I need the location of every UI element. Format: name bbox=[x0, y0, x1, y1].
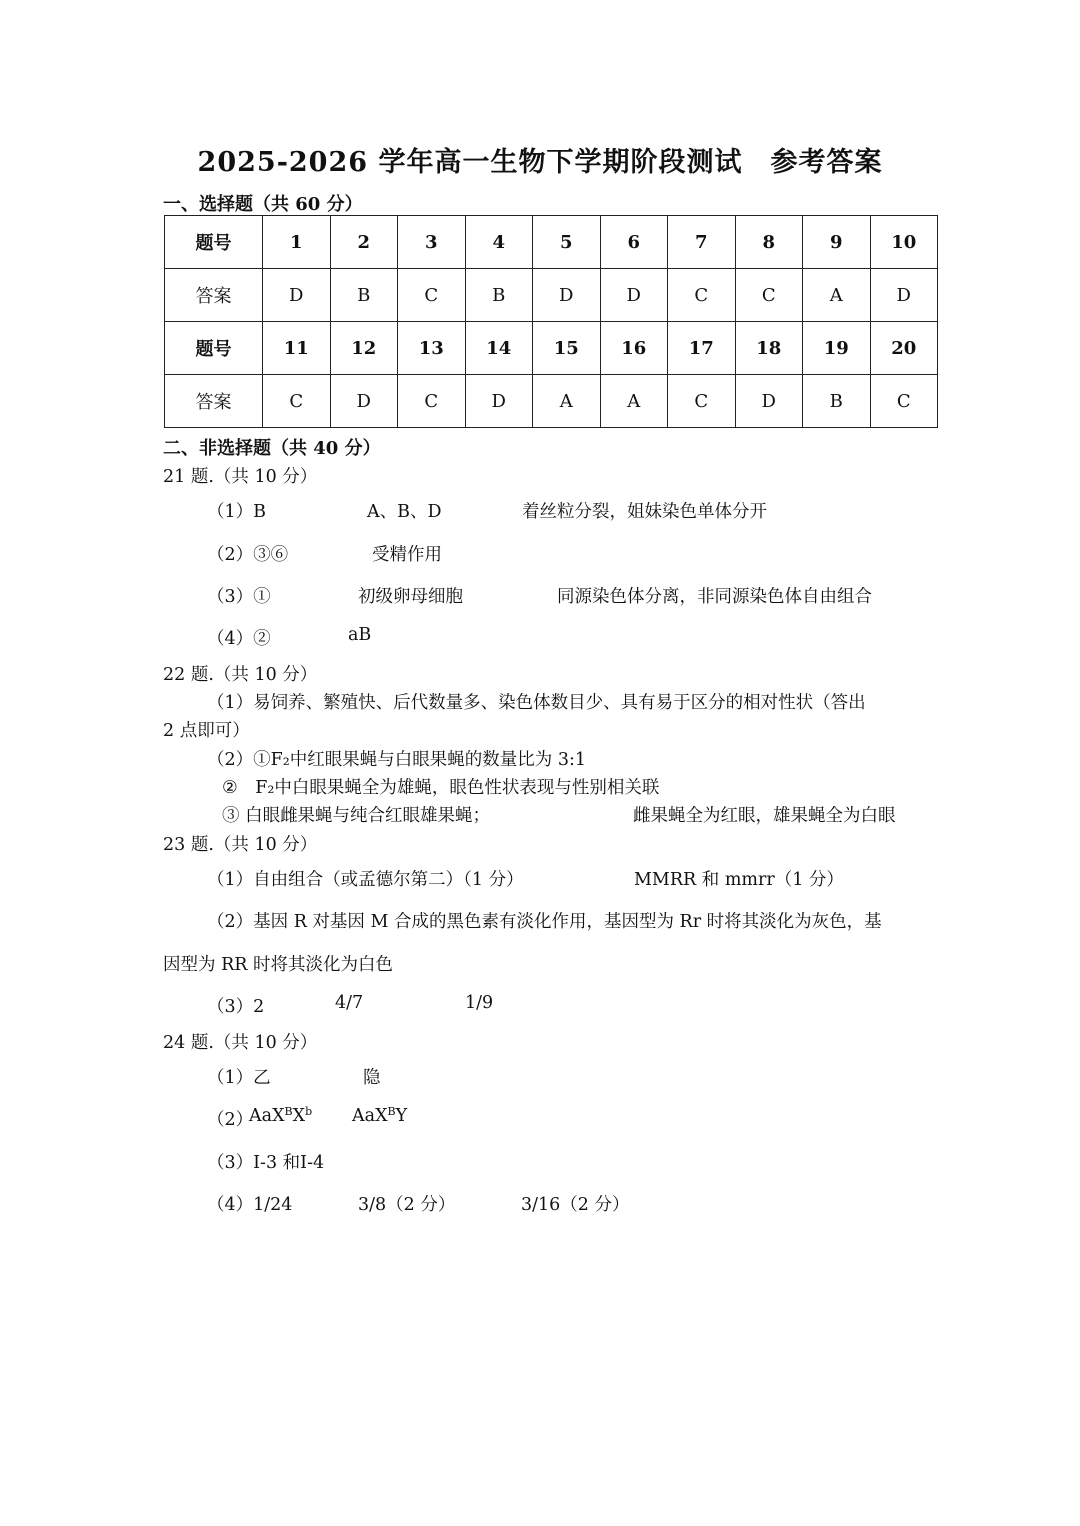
row-label-number: 题号 bbox=[165, 322, 263, 375]
q24-part1-label: （1）乙 bbox=[207, 1068, 271, 1088]
q21-part2-label: （2）③⑥ bbox=[207, 545, 289, 565]
question-number-cell: 14 bbox=[465, 322, 533, 375]
section-heading-choice: 一、选择题（共 60 分） bbox=[163, 194, 363, 215]
answer-cell: D bbox=[465, 375, 533, 428]
question-number-cell: 1 bbox=[263, 216, 331, 269]
q23-part3-answer-a: 4/7 bbox=[335, 993, 364, 1013]
genotype-mid: Y bbox=[395, 1106, 408, 1126]
question-21-heading: 21 题.（共 10 分） bbox=[163, 467, 318, 487]
question-number-cell: 18 bbox=[735, 322, 803, 375]
genotype-superscript: b bbox=[305, 1105, 313, 1118]
answer-cell: C bbox=[735, 269, 803, 322]
row-label-number: 题号 bbox=[165, 216, 263, 269]
answer-cell: B bbox=[465, 269, 533, 322]
answer-cell: A bbox=[533, 375, 601, 428]
q21-part1-label: （1）B bbox=[207, 502, 266, 522]
answer-cell: A bbox=[803, 269, 871, 322]
question-23-heading: 23 题.（共 10 分） bbox=[163, 835, 318, 855]
question-number-cell: 6 bbox=[600, 216, 668, 269]
question-number-cell: 5 bbox=[533, 216, 601, 269]
q21-part1-answer-b: 着丝粒分裂，姐妹染色单体分开 bbox=[522, 502, 767, 522]
answer-cell: C bbox=[668, 375, 736, 428]
q24-part2-label: （2） bbox=[207, 1110, 254, 1130]
q24-part3: （3）I-3 和I-4 bbox=[207, 1153, 325, 1173]
question-number-cell: 19 bbox=[803, 322, 871, 375]
q21-part3-label: （3）① bbox=[207, 587, 271, 607]
answer-cell: D bbox=[600, 269, 668, 322]
table-row-numbers-2 bbox=[165, 322, 938, 375]
q23-part2-line2: 因型为 RR 时将其淡化为白色 bbox=[163, 955, 393, 975]
question-number-cell: 10 bbox=[870, 216, 938, 269]
question-number-cell: 12 bbox=[330, 322, 398, 375]
q24-part2-genotype-2 bbox=[352, 1106, 407, 1126]
answer-cell: D bbox=[330, 375, 398, 428]
q22-part2-2: ② F₂中白眼果蝇全为雄蝇，眼色性状表现与性别相关联 bbox=[222, 778, 660, 798]
question-number-cell: 15 bbox=[533, 322, 601, 375]
q22-part2-3a: ③ 白眼雌果蝇与纯合红眼雄果蝇； bbox=[222, 806, 491, 826]
q21-part2-answer-a: 受精作用 bbox=[372, 545, 442, 565]
question-22-heading: 22 题.（共 10 分） bbox=[163, 665, 318, 685]
row-label-answer: 答案 bbox=[165, 375, 263, 428]
row-label-answer: 答案 bbox=[165, 269, 263, 322]
genotype-superscript: B bbox=[387, 1105, 396, 1118]
answer-cell: B bbox=[330, 269, 398, 322]
question-number-cell: 13 bbox=[398, 322, 466, 375]
answer-cell: D bbox=[870, 269, 938, 322]
answer-cell: C bbox=[398, 375, 466, 428]
q21-part3-answer-a: 初级卵母细胞 bbox=[358, 587, 463, 607]
q23-part3-label: （3）2 bbox=[207, 997, 265, 1017]
question-number-cell: 20 bbox=[870, 322, 938, 375]
q24-part2-genotype-1 bbox=[249, 1106, 312, 1126]
q23-part3-answer-b: 1/9 bbox=[465, 993, 494, 1013]
question-number-cell: 8 bbox=[735, 216, 803, 269]
answer-cell: D bbox=[735, 375, 803, 428]
answer-table bbox=[164, 215, 938, 428]
genotype-base: AaX bbox=[352, 1106, 388, 1126]
question-number-cell: 4 bbox=[465, 216, 533, 269]
question-number-cell: 9 bbox=[803, 216, 871, 269]
section-heading-nonchoice: 二、非选择题（共 40 分） bbox=[163, 438, 381, 459]
answer-cell: D bbox=[263, 269, 331, 322]
genotype-mid: X bbox=[292, 1106, 306, 1126]
table-row-answers-1 bbox=[165, 269, 938, 322]
answer-cell: C bbox=[398, 269, 466, 322]
q22-part1-line1: （1）易饲养、繁殖快、后代数量多、染色体数目少、具有易于区分的相对性状（答出 bbox=[207, 693, 866, 713]
question-number-cell: 2 bbox=[330, 216, 398, 269]
answer-cell: C bbox=[870, 375, 938, 428]
question-number-cell: 11 bbox=[263, 322, 331, 375]
question-24-heading: 24 题.（共 10 分） bbox=[163, 1033, 318, 1053]
q21-part3-answer-b: 同源染色体分离，非同源染色体自由组合 bbox=[557, 587, 872, 607]
q24-part4-label: （4）1/24 bbox=[207, 1195, 293, 1215]
answer-cell: D bbox=[533, 269, 601, 322]
q23-part2-line1: （2）基因 R 对基因 M 合成的黑色素有淡化作用，基因型为 Rr 时将其淡化为灰色，基 bbox=[207, 912, 882, 932]
q23-part1-answer-a: （1）自由组合（或孟德尔第二）（1 分） bbox=[207, 870, 524, 890]
answer-cell: C bbox=[263, 375, 331, 428]
q22-part2-1: （2）①F₂中红眼果蝇与白眼果蝇的数量比为 3:1 bbox=[207, 750, 587, 770]
question-number-cell: 7 bbox=[668, 216, 736, 269]
question-number-cell: 16 bbox=[600, 322, 668, 375]
answer-cell: C bbox=[668, 269, 736, 322]
q21-part4-answer-a: aB bbox=[348, 625, 372, 645]
q24-part4-answer-b: 3/16（2 分） bbox=[521, 1195, 630, 1215]
question-number-cell: 3 bbox=[398, 216, 466, 269]
genotype-base: AaX bbox=[249, 1106, 285, 1126]
q21-part4-label: （4）② bbox=[207, 629, 271, 649]
q23-part1-answer-b: MMRR 和 mmrr（1 分） bbox=[634, 870, 844, 890]
answer-cell: A bbox=[600, 375, 668, 428]
question-number-cell: 17 bbox=[668, 322, 736, 375]
q22-part1-line2: 2 点即可） bbox=[163, 721, 250, 741]
q24-part1-answer-a: 隐 bbox=[363, 1068, 381, 1088]
page-title: 2025-2026 学年高一生物下学期阶段测试 参考答案 bbox=[197, 147, 883, 178]
q21-part1-answer-a: A、B、D bbox=[367, 502, 442, 522]
genotype-superscript: B bbox=[284, 1105, 293, 1118]
table-row-numbers-1 bbox=[165, 216, 938, 269]
q24-part4-answer-a: 3/8（2 分） bbox=[358, 1195, 456, 1215]
answer-cell: B bbox=[803, 375, 871, 428]
table-row-answers-2 bbox=[165, 375, 938, 428]
q22-part2-3b: 雌果蝇全为红眼，雄果蝇全为白眼 bbox=[633, 806, 896, 826]
